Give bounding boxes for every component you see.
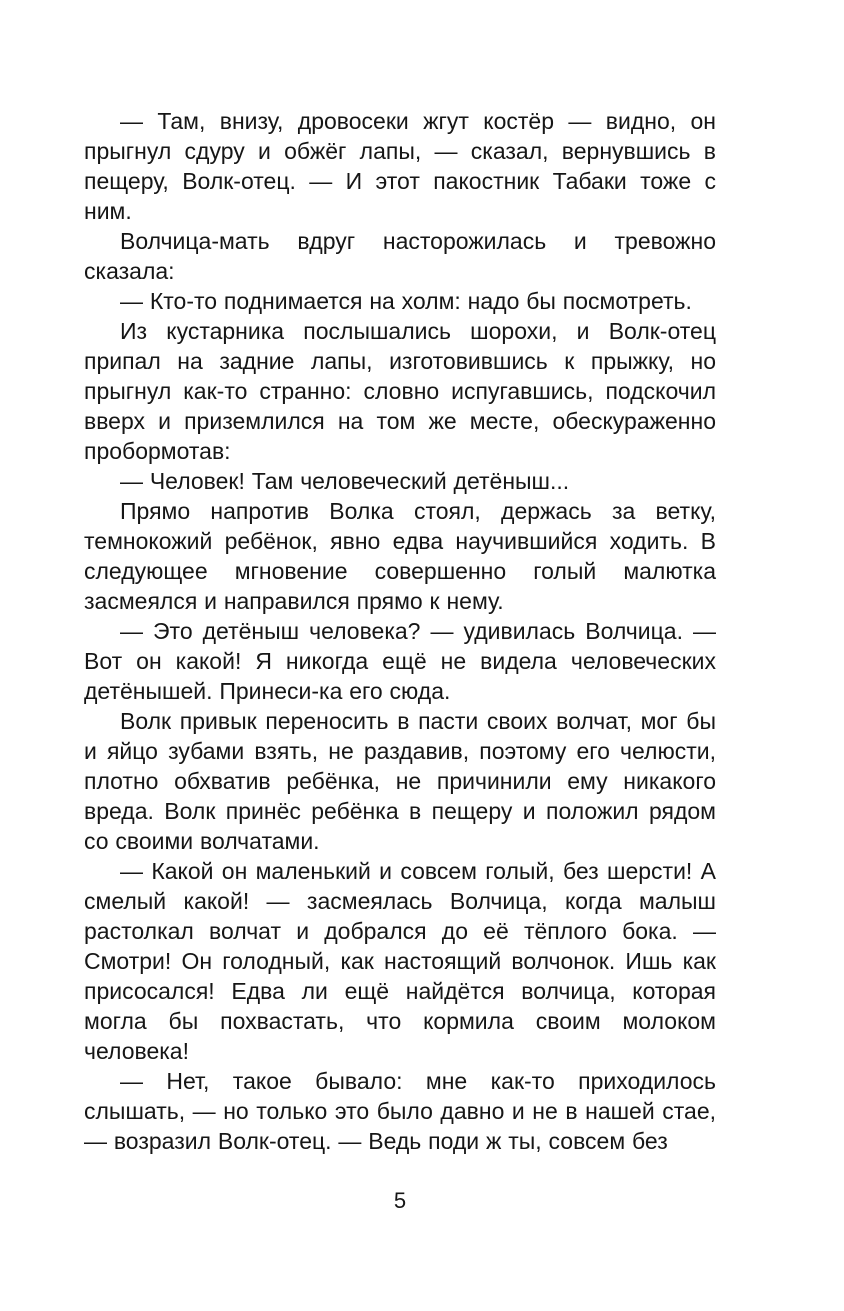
paragraph: — Человек! Там человеческий детёныш... bbox=[120, 468, 570, 494]
paragraph: Из кустарника послышались шорохи, и Волк-отец припал на задние лапы, изготовившись к прыжку, но прыгнул как-то странно: словно испугавшись, подскочил вверх и приземлился на том же месте, обескураженно пробормотав: bbox=[84, 318, 716, 464]
paragraph: — Нет, такое бывало: мне как-то приходилось слышать, — но только это было давно и не в нашей стае, — возразил Волк-отец. — Ведь поди ж ты, совсем без bbox=[84, 1068, 716, 1154]
page-number: 5 bbox=[393, 1188, 407, 1213]
paragraph: — Какой он маленький и совсем голый, без шерсти! А смелый какой! — засмеялась Волчица, когда малыш растолкал волчат и добрался до её тёплого бока. — Смотри! Он голодный, как настоящий волчонок. Ишь как присосался! Едва ли ещё найдётся волчица, которая могла бы похвастать, что кормила своим молоком человека! bbox=[84, 858, 716, 1064]
paragraph: — Это детёныш человека? — удивилась Волчица. — Вот он какой! Я никогда ещё не видела человеческих детёнышей. Принеси-ка его сюда. bbox=[84, 618, 716, 704]
paragraph: Волк привык переносить в пасти своих волчат, мог бы и яйцо зубами взять, не раздавив, поэтому его челюсти, плотно обхватив ребёнка, не причинили ему никакого вреда. Волк принёс ребёнка в пещеру и положил рядом со своими волчатами. bbox=[84, 708, 716, 854]
paragraph: — Там, внизу, дровосеки жгут костёр — видно, он прыгнул сдуру и обжёг лапы, — сказал, вернувшись в пещеру, Волк-отец. — И этот пакостник Табаки тоже с ним. bbox=[84, 108, 716, 224]
paragraph: — Кто-то поднимается на холм: надо бы посмотреть. bbox=[120, 288, 692, 314]
paragraph: Волчица-мать вдруг насторожилась и тревожно сказала: bbox=[84, 228, 716, 284]
text-block bbox=[84, 106, 716, 1156]
paragraph: Прямо напротив Волка стоял, держась за ветку, темнокожий ребёнок, явно едва научившийся ходить. В следующее мгновение совершенно голый малютка засмеялся и направился прямо к нему. bbox=[84, 498, 716, 614]
